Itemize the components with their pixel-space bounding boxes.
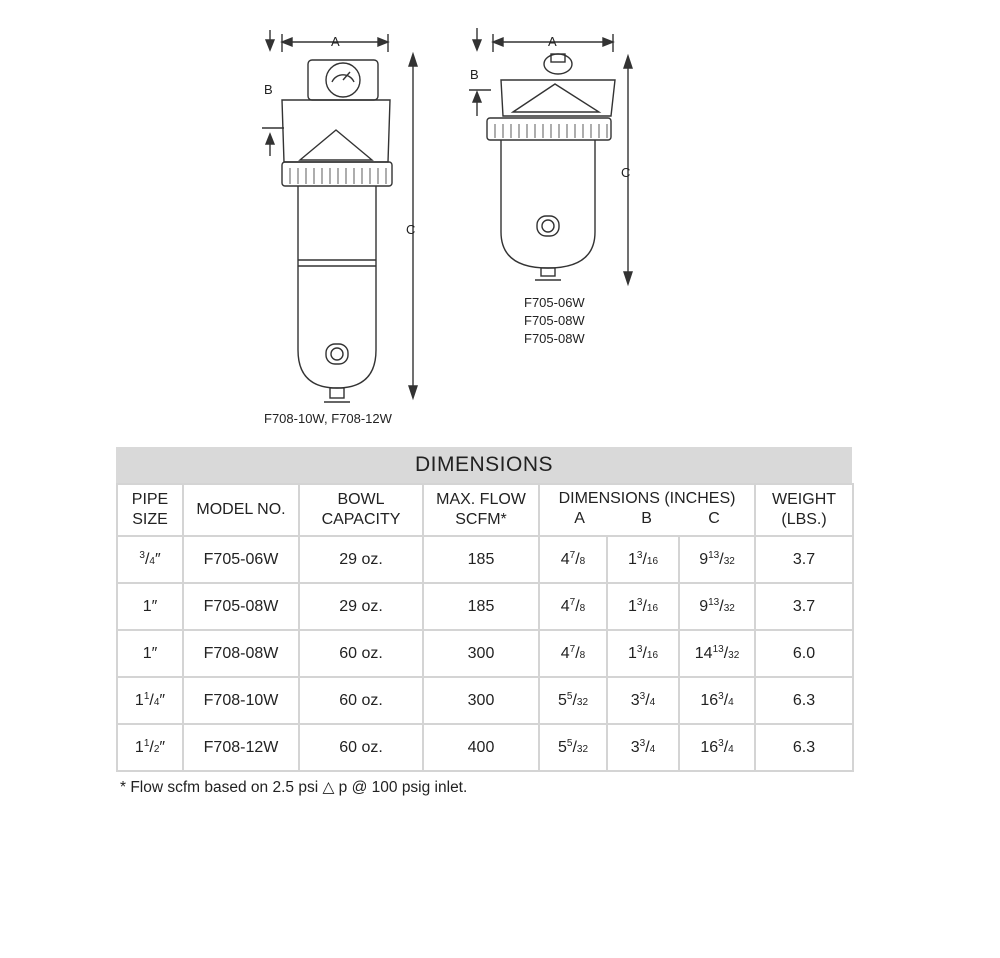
value-numerator: 3	[718, 738, 724, 749]
value-denominator: 8	[579, 650, 586, 661]
drawing-caption-small	[524, 294, 585, 348]
cell-model-no: F705-08W	[183, 583, 299, 630]
cell-model-no: F708-10W	[183, 677, 299, 724]
inch-mark: ″	[151, 644, 158, 662]
value-denominator: 32	[728, 650, 740, 661]
value-numerator: 3	[139, 550, 145, 561]
cell-model-no: F708-08W	[183, 630, 299, 677]
value-whole: 16	[700, 739, 719, 756]
value-whole: 1	[142, 644, 152, 662]
cell-dim-b: $1^3/16$	[607, 536, 679, 583]
cell-dim-a: $4^7/8$	[539, 630, 607, 677]
cell-dim-b: $3^3/4$	[607, 677, 679, 724]
value-denominator: 16	[646, 650, 659, 661]
inch-mark: ″	[159, 739, 166, 756]
value-numerator: 13	[708, 597, 720, 608]
cell-bowl-capacity: 60 oz.	[299, 677, 423, 724]
value-numerator: 3	[636, 550, 643, 561]
value-numerator: 3	[639, 691, 646, 702]
table-row	[117, 583, 853, 630]
dimension-label-a: A	[331, 34, 340, 49]
caption-line: F705-06W	[524, 295, 585, 310]
value-denominator: 4	[728, 744, 734, 755]
cell-dim-b: $3^3/4$	[607, 724, 679, 771]
header-dimensions	[539, 484, 755, 536]
value-denominator: 16	[646, 603, 659, 614]
value-denominator: 16	[646, 556, 659, 567]
value-whole: 9	[699, 598, 709, 615]
value-whole: 9	[699, 551, 709, 568]
cell-dim-b: $1^3/16$	[607, 583, 679, 630]
header-dim-c: C	[708, 510, 720, 527]
cell-weight: 6.0	[755, 630, 853, 677]
value-denominator: 4	[153, 697, 160, 708]
value-denominator: 8	[579, 603, 586, 614]
value-denominator: 32	[576, 744, 589, 755]
cell-dim-c: $9^{13}/32$	[679, 583, 755, 630]
value-numerator: 5	[566, 738, 573, 749]
cell-pipe-size	[117, 630, 183, 677]
value-denominator: 32	[723, 556, 735, 567]
value-denominator: 4	[649, 697, 656, 708]
dimensions-table-section	[116, 447, 852, 772]
dimension-label-b-small: B	[470, 67, 479, 82]
cell-dim-a: $4^7/8$	[539, 583, 607, 630]
table-row	[117, 724, 853, 771]
drawing-caption-large: F708-10W, F708-12W	[264, 411, 392, 426]
dimension-label-c: C	[406, 222, 416, 237]
dimension-label-a-small: A	[548, 34, 557, 49]
cell-weight: 6.3	[755, 724, 853, 771]
value-whole: 5	[557, 739, 567, 756]
inch-mark: ″	[154, 551, 161, 568]
cell-dim-a: $5^5/32$	[539, 677, 607, 724]
cell-dim-c: $16^3/4$	[679, 724, 755, 771]
value-whole: 1	[627, 645, 637, 662]
cell-pipe-size: $^3$/4″	[117, 536, 183, 583]
inch-mark: ″	[151, 597, 158, 615]
value-whole: 4	[560, 551, 570, 568]
value-numerator: 3	[636, 597, 643, 608]
cell-weight: 3.7	[755, 536, 853, 583]
cell-dim-a: $5^5/32$	[539, 724, 607, 771]
value-numerator: 7	[569, 644, 576, 655]
caption-line: F705-08W	[524, 331, 585, 346]
header-weight: WEIGHT (LBS.)	[755, 484, 853, 536]
table-header-row	[117, 484, 853, 536]
value-numerator: 7	[569, 597, 576, 608]
table-title: DIMENSIONS	[116, 447, 852, 483]
cell-weight: 6.3	[755, 677, 853, 724]
cell-bowl-capacity: 60 oz.	[299, 630, 423, 677]
table-footnote: * Flow scfm based on 2.5 psi △ p @ 100 psig inlet.	[120, 779, 468, 796]
cell-dim-c: $16^3/4$	[679, 677, 755, 724]
value-numerator: 13	[708, 550, 720, 561]
value-numerator: 13	[712, 644, 724, 655]
cell-dim-c: $14^{13}/32$	[679, 630, 755, 677]
inch-mark: ″	[159, 692, 166, 709]
value-denominator: 4	[649, 744, 656, 755]
table-row	[117, 630, 853, 677]
table-row	[117, 536, 853, 583]
header-dimensions-title: DIMENSIONS (INCHES)	[558, 490, 736, 507]
cell-max-flow: 300	[423, 630, 539, 677]
cell-pipe-size	[117, 583, 183, 630]
caption-line: F705-08W	[524, 313, 585, 328]
cell-pipe-size: $1^1/2''$	[117, 724, 183, 771]
value-whole: 4	[560, 598, 570, 615]
value-numerator: 5	[566, 691, 573, 702]
cell-weight: 3.7	[755, 583, 853, 630]
dimensions-table	[116, 483, 854, 772]
header-dim-b: B	[641, 510, 652, 527]
value-numerator: 3	[718, 691, 724, 702]
value-denominator: 4	[728, 697, 734, 708]
value-whole: 1	[627, 598, 637, 615]
value-numerator: 1	[143, 691, 150, 702]
cell-bowl-capacity: 29 oz.	[299, 583, 423, 630]
header-pipe-size: PIPE SIZE	[117, 484, 183, 536]
header-max-flow: MAX. FLOW SCFM*	[423, 484, 539, 536]
value-denominator: 2	[153, 744, 160, 755]
value-whole: 16	[700, 692, 719, 709]
value-whole: 3	[630, 692, 640, 709]
value-denominator: 4	[149, 556, 155, 567]
cell-max-flow: 185	[423, 536, 539, 583]
header-bowl-capacity: BOWL CAPACITY	[299, 484, 423, 536]
cell-pipe-size: $1^1/4''$	[117, 677, 183, 724]
table-row	[117, 677, 853, 724]
value-numerator: 3	[636, 644, 643, 655]
dimension-label-c-small: C	[621, 165, 631, 180]
value-whole: 1	[134, 692, 144, 709]
cell-bowl-capacity: 29 oz.	[299, 536, 423, 583]
value-whole: 1	[142, 597, 152, 615]
cell-bowl-capacity: 60 oz.	[299, 724, 423, 771]
header-dim-a: A	[574, 510, 585, 527]
value-denominator: 32	[723, 603, 735, 614]
value-numerator: 1	[143, 738, 150, 749]
cell-max-flow: 300	[423, 677, 539, 724]
cell-max-flow: 400	[423, 724, 539, 771]
value-whole: 1	[134, 739, 144, 756]
value-denominator: 32	[576, 697, 589, 708]
dimension-label-b: B	[264, 82, 273, 97]
value-whole: 3	[630, 739, 640, 756]
header-model-no: MODEL NO.	[183, 484, 299, 536]
cell-dim-a: $4^7/8$	[539, 536, 607, 583]
value-whole: 4	[560, 645, 570, 662]
cell-dim-c: $9^{13}/32$	[679, 536, 755, 583]
cell-max-flow: 185	[423, 583, 539, 630]
value-whole: 1	[627, 551, 637, 568]
cell-model-no: F705-06W	[183, 536, 299, 583]
value-whole: 14	[694, 645, 713, 662]
value-numerator: 3	[639, 738, 646, 749]
value-whole: 5	[557, 692, 567, 709]
value-numerator: 7	[569, 550, 576, 561]
value-denominator: 8	[579, 556, 586, 567]
cell-model-no: F708-12W	[183, 724, 299, 771]
cell-dim-b: $1^3/16$	[607, 630, 679, 677]
